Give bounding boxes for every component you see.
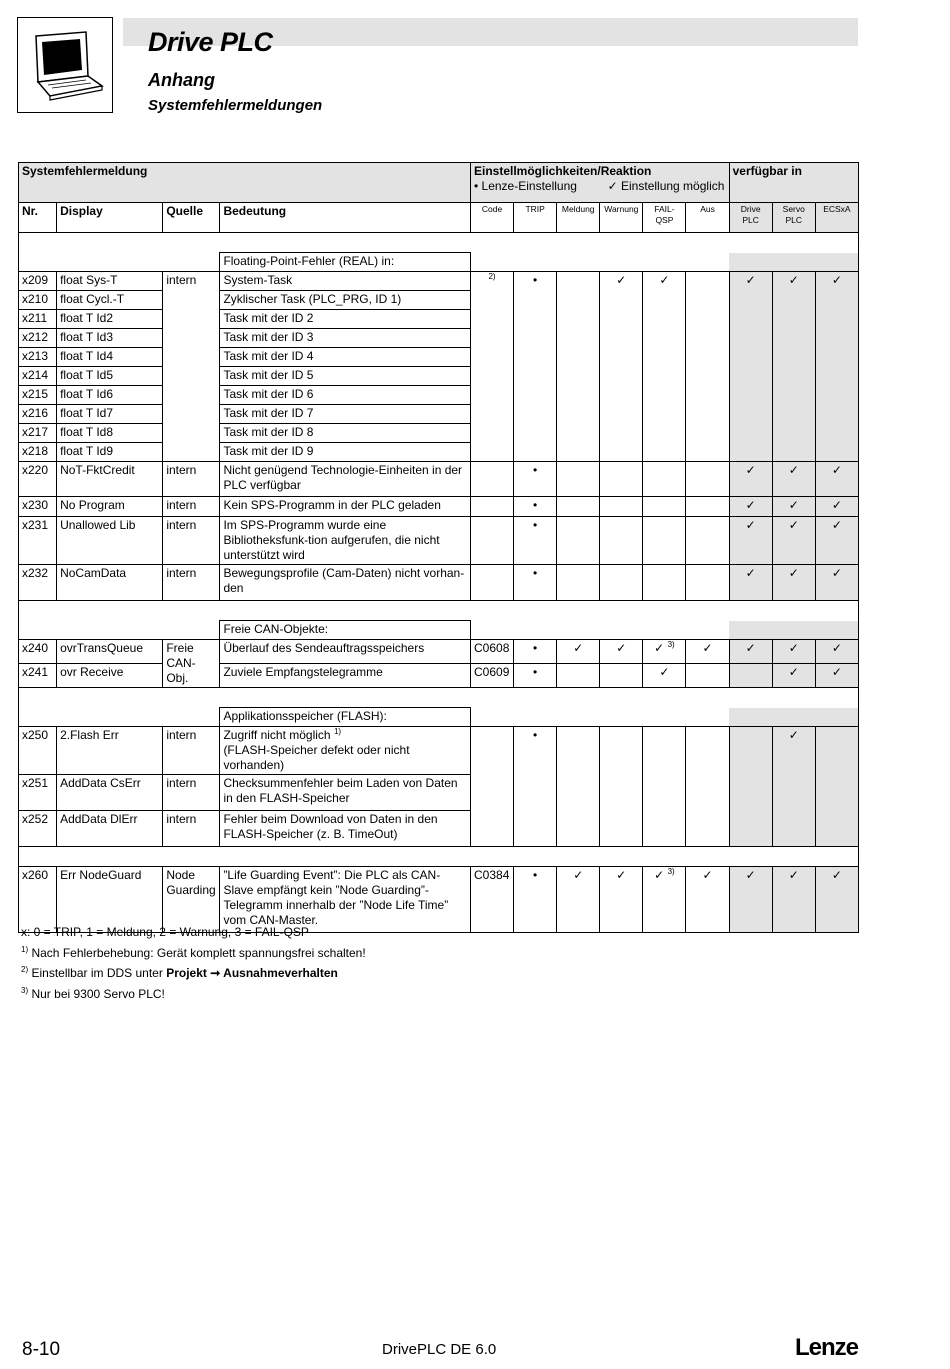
error-message-table <box>18 162 859 933</box>
float-warnung: ✓ <box>600 272 643 462</box>
float-aus <box>686 272 729 462</box>
table-row: x213 float T Id4 Task mit der ID 4 <box>19 348 859 367</box>
table-row: x210 float Cycl.-T Zyklischer Task (PLC_PRG, ID 1) <box>19 291 859 310</box>
table-row: x250 2.Flash Err intern Zugriff nicht möglich $^{1)}$ (FLASH-Speicher defekt oder nicht vorhanden) • ✓ <box>19 727 859 775</box>
float-servo: ✓ <box>772 272 815 462</box>
table-row: x214 float T Id5 Task mit der ID 5 <box>19 367 859 386</box>
col-warnung: Warnung <box>600 203 643 233</box>
footnotes <box>21 922 366 1004</box>
group-title-row <box>19 621 859 640</box>
col-quelle: Quelle <box>163 203 220 233</box>
table-row: x251 AddData CsErr intern Checksummenfehler beim Laden von Daten in den FLASH-Speicher <box>19 775 859 811</box>
table-row: x209 float Sys-T intern System-Task $^{2)}$ • ✓ ✓ ✓ ✓ ✓ <box>19 272 859 291</box>
col-bedeutung: Bedeutung <box>220 203 471 233</box>
footnote-2: $^{2)}$ Einstellbar im DDS unter Projekt ➞ Ausnahmeverhalten <box>21 965 338 980</box>
table-row: x218 float T Id9 Task mit der ID 9 <box>19 443 859 462</box>
section-title: Systemfehlermeldungen <box>148 97 323 114</box>
document-id: DrivePLC DE 6.0 <box>382 1341 497 1358</box>
table-row: x241 ovr Receive Zuviele Empfangstelegramme C0609 • ✓ ✓ ✓ <box>19 664 859 688</box>
lenze-logo: Lenze <box>795 1334 859 1361</box>
float-group-title: Floating-Point-Fehler (REAL) in: <box>220 253 471 272</box>
footnote-1: $^{1)}$ Nach Fehlerbehebung: Gerät komplett spannungsfrei schalten! <box>21 944 366 960</box>
col-drive: Drive PLC <box>729 203 772 233</box>
table-row: x212 float T Id3 Task mit der ID 3 <box>19 329 859 348</box>
table-row: x252 AddData DlErr intern Fehler beim Download von Daten in den FLASH-Speicher (z. B. TimeOut) <box>19 811 859 847</box>
col-servo: Servo PLC <box>772 203 815 233</box>
group-header-meldung: Systemfehlermeldung <box>19 163 471 203</box>
can-group-title: Freie CAN-Objekte: <box>220 621 471 640</box>
col-aus: Aus <box>686 203 729 233</box>
float-meldung <box>557 272 600 462</box>
group-header-verfuegbar: verfügbar in <box>729 163 858 203</box>
einstell-title: Einstellmöglichkeiten/Reaktion <box>474 164 652 178</box>
table-row: x215 float T Id6 Task mit der ID 6 <box>19 386 859 405</box>
table-row: x230 No Program intern Kein SPS-Programm in der PLC geladen • ✓ ✓ ✓ <box>19 497 859 517</box>
table-row: x211 float T Id2 Task mit der ID 2 <box>19 310 859 329</box>
col-display: Display <box>57 203 163 233</box>
float-ecs: ✓ <box>815 272 858 462</box>
laptop-pictogram-frame <box>17 17 113 113</box>
einstell-legend <box>474 179 726 194</box>
flash-trip: • <box>514 727 557 847</box>
col-ecs: ECSxA <box>815 203 858 233</box>
flash-servo: ✓ <box>772 727 815 847</box>
table-row: x260 Err NodeGuard Node Guarding ”Life Guarding Event”: Die PLC als CAN-Slave empfängt kein ”Node Guarding”-Telegramm innerhalb der ”Node Life Time” vom CAN-Master. C0384 • ✓ ✓ ✓ $^{3)}$ ✓ ✓ ✓ ✓ <box>19 867 859 933</box>
spacer-row <box>19 233 859 253</box>
spacer-row <box>19 688 859 708</box>
spacer-row <box>19 601 859 621</box>
col-nr: Nr. <box>19 203 57 233</box>
footnote-3: $^{3)}$ Nur bei 9300 Servo PLC! <box>21 985 165 1001</box>
chapter-title: Anhang <box>148 70 215 90</box>
can-quelle: Freie CAN-Obj. <box>163 640 220 688</box>
col-code: Code <box>471 203 514 233</box>
page-number: 8-10 <box>22 1339 61 1360</box>
float-quelle: intern <box>163 272 220 462</box>
table-row: x240 ovrTransQueue Freie CAN-Obj. Überlauf des Sendeauftragsspeichers C0608 • ✓ ✓ ✓ $^{3)}$ ✓ ✓ ✓ ✓ <box>19 640 859 664</box>
table-row: x217 float T Id8 Task mit der ID 8 <box>19 424 859 443</box>
page-title: Drive PLC <box>148 27 273 57</box>
float-failqsp: ✓ <box>643 272 686 462</box>
col-failqsp: FAIL-QSP <box>643 203 686 233</box>
legend-moeglich: ✓ Einstellung möglich <box>607 179 725 193</box>
float-code-note: 2) <box>471 272 514 462</box>
code-legend: x: 0 = TRIP, 1 = Meldung, 2 = Warnung, 3 = FAIL-QSP <box>21 925 309 939</box>
table-row: x231 Unallowed Lib intern Im SPS-Programm wurde eine Bibliotheksfunk-tion aufgerufen, die nicht unterstützt wird • ✓ ✓ ✓ <box>19 517 859 565</box>
float-drive: ✓ <box>729 272 772 462</box>
group-title-row <box>19 708 859 727</box>
flash-group-title: Applikationsspeicher (FLASH): <box>220 708 471 727</box>
table-row: x216 float T Id7 Task mit der ID 7 <box>19 405 859 424</box>
float-trip: • <box>514 272 557 462</box>
col-meldung: Meldung <box>557 203 600 233</box>
group-header-einstell <box>471 163 730 203</box>
laptop-icon <box>28 30 104 102</box>
col-trip: TRIP <box>514 203 557 233</box>
table-row: x220 NoT-FktCredit intern Nicht genügend Technologie-Einheiten in der PLC verfügbar • ✓ ✓ ✓ <box>19 462 859 497</box>
legend-lenze: • Lenze-Einstellung <box>474 179 577 193</box>
spacer-row <box>19 847 859 867</box>
table-row: x232 NoCamData intern Bewegungsprofile (Cam-Daten) nicht vorhan-den • ✓ ✓ ✓ <box>19 565 859 601</box>
group-title-row <box>19 253 859 272</box>
